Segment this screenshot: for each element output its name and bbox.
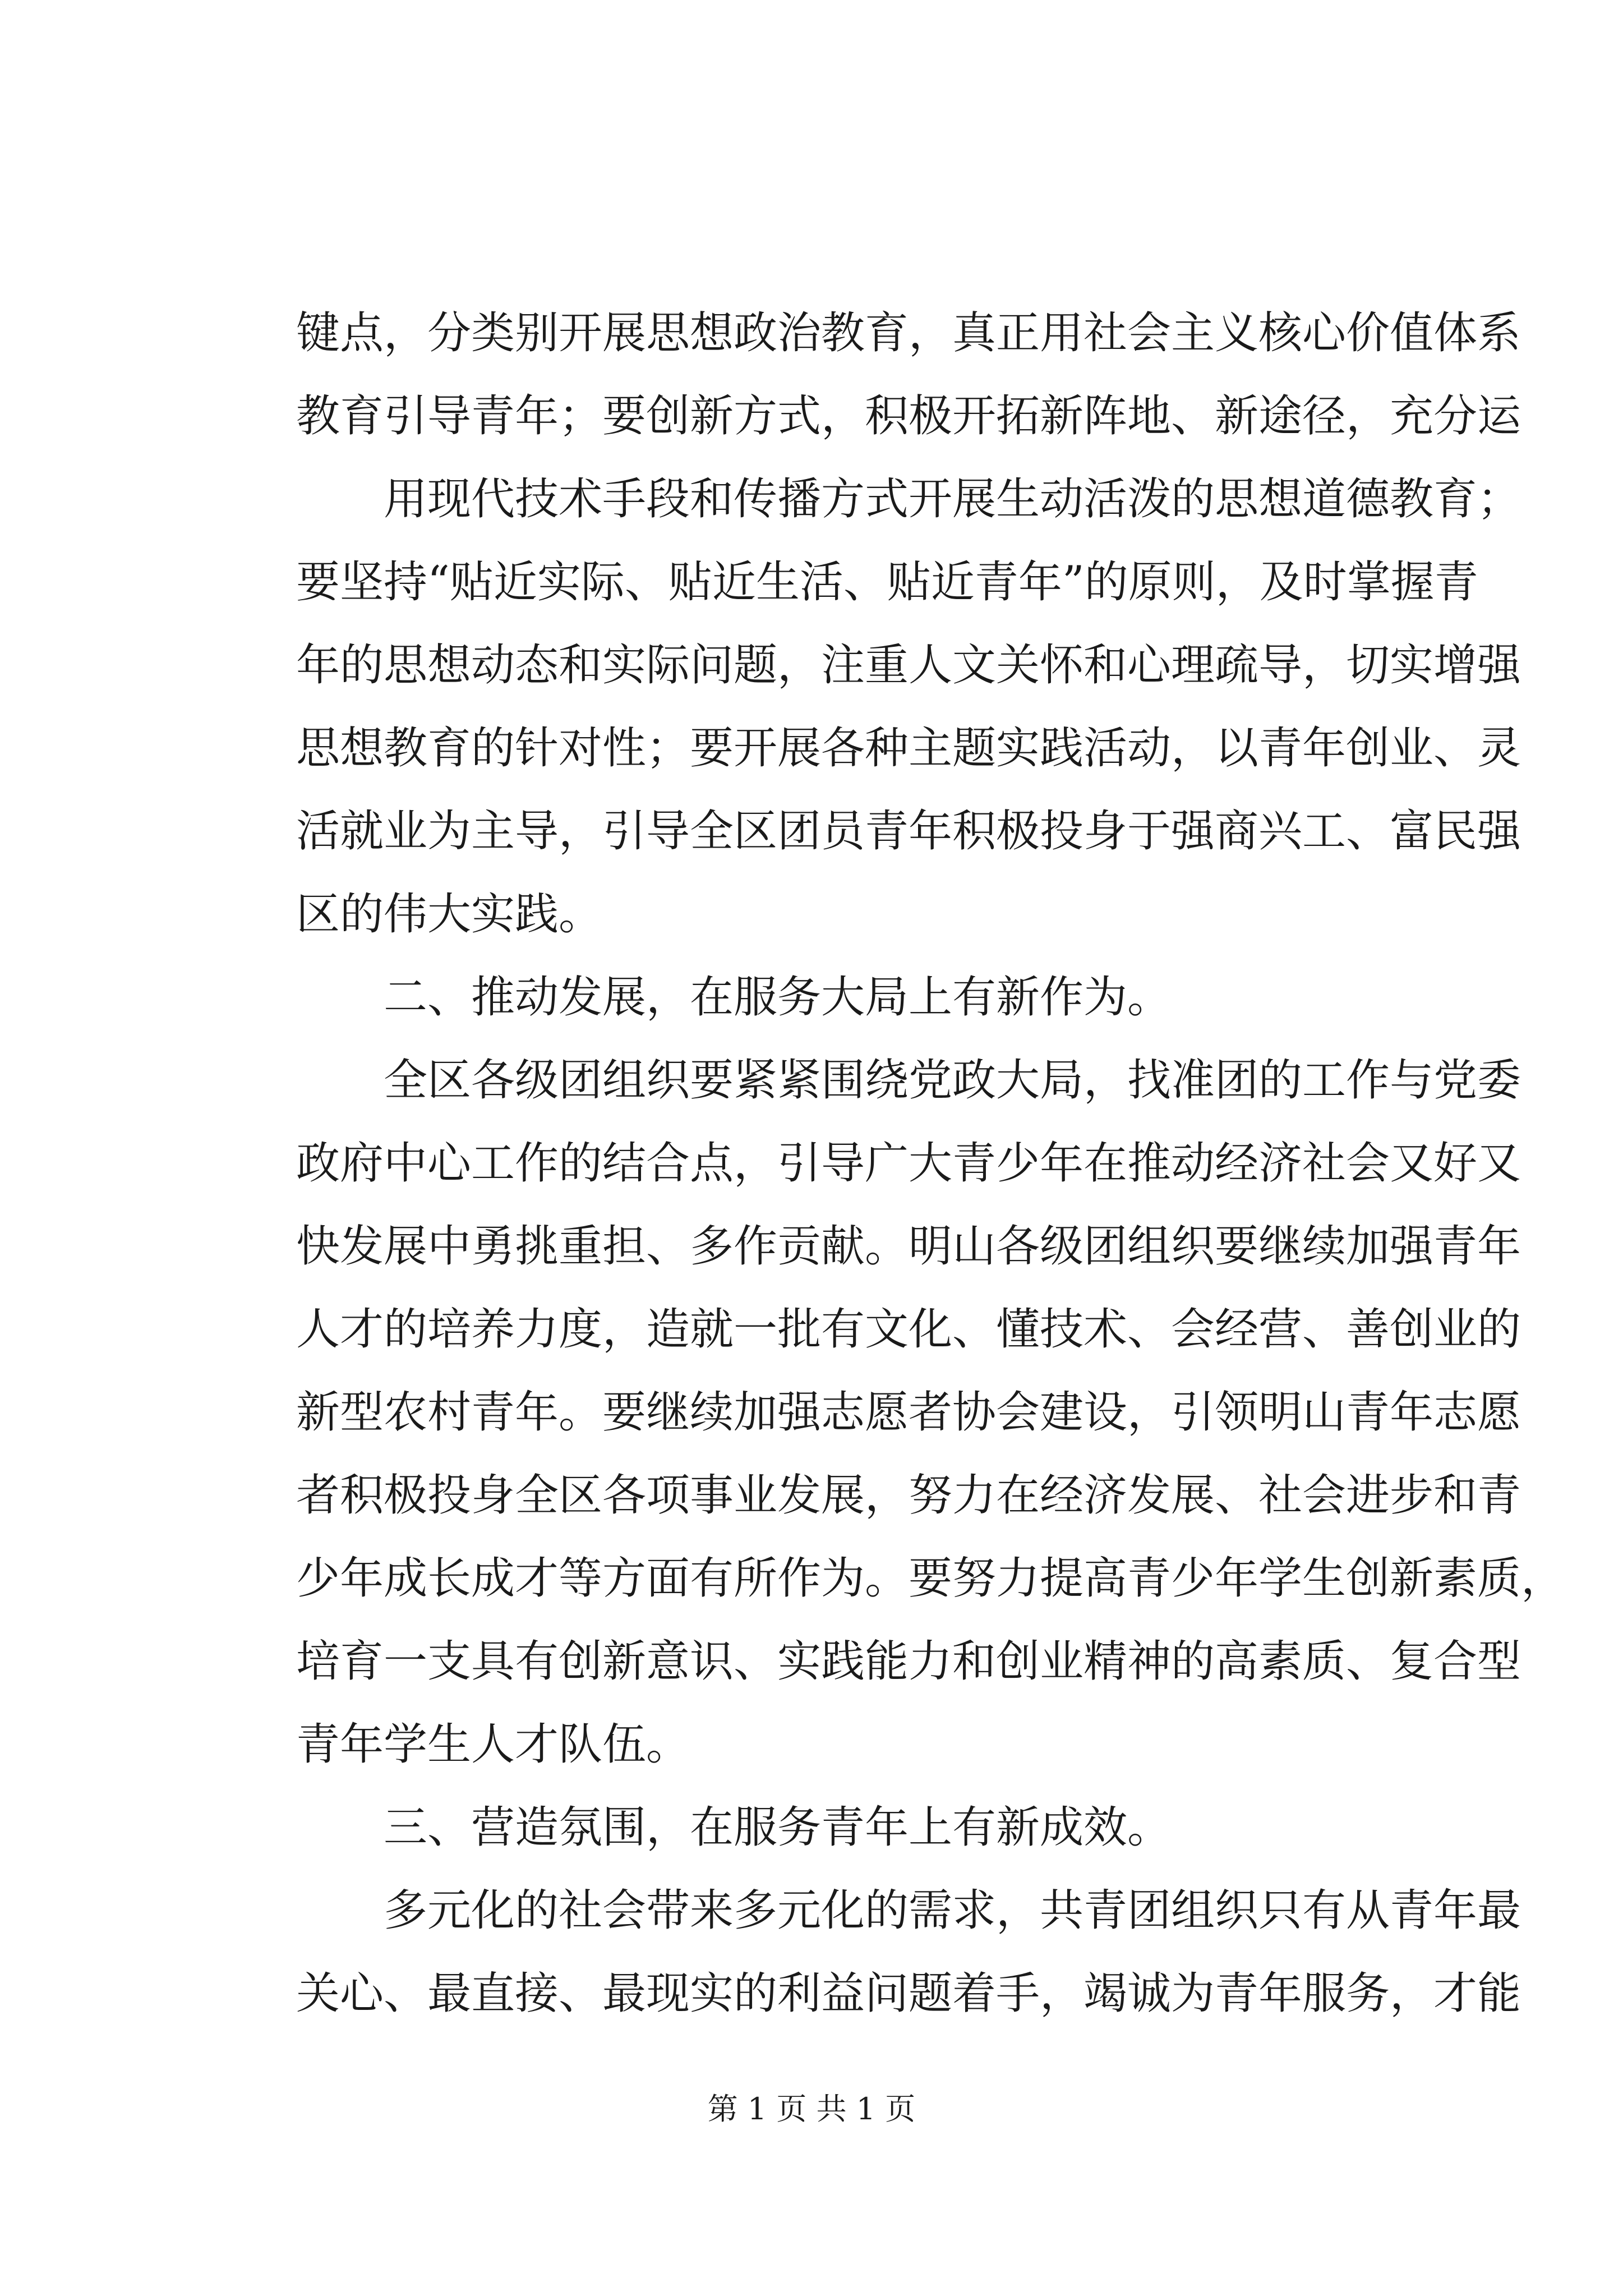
- text-line: 政府中心工作的结合点，引导广大青少年在推动经济社会又好又: [296, 1138, 1521, 1189]
- text-line: 全区各级团组织要紧紧围绕党政大局，找准团的工作与党委: [384, 1055, 1521, 1106]
- text-line: 者积极投身全区各项事业发展，努力在经济发展、社会进步和青: [296, 1470, 1521, 1521]
- text-line: 快发展中勇挑重担、多作贡献。明山各级团组织要继续加强青年: [296, 1221, 1521, 1272]
- text-line: 年的思想动态和实际问题，注重人文关怀和心理疏导，切实增强: [296, 640, 1521, 691]
- section-heading-2: 二、推动发展，在服务大局上有新作为。: [384, 972, 1172, 1023]
- text-line: 区的伟大实践。: [296, 889, 603, 940]
- section-heading-3: 三、营造氛围，在服务青年上有新成效。: [384, 1802, 1172, 1853]
- text-line: 活就业为主导，引导全区团员青年积极投身于强商兴工、富民强: [296, 806, 1521, 857]
- text-line: 人才的培养力度，造就一批有文化、懂技术、会经营、善创业的: [296, 1304, 1521, 1355]
- text-line: 新型农村青年。要继续加强志愿者协会建设，引领明山青年志愿: [296, 1387, 1521, 1438]
- text-line: 教育引导青年；要创新方式，积极开拓新阵地、新途径，充分运: [296, 391, 1521, 441]
- text-line: 思想教育的针对性；要开展各种主题实践活动，以青年创业、灵: [296, 723, 1521, 774]
- text-line: 键点，分类别开展思想政治教育，真正用社会主义核心价值体系: [296, 308, 1521, 358]
- text-line: 培育一支具有创新意识、实践能力和创业精神的高素质、复合型: [296, 1636, 1521, 1687]
- text-line: 用现代技术手段和传播方式开展生动活泼的思想道德教育；: [384, 474, 1521, 524]
- text-line: 要坚持“贴近实际、贴近生活、贴近青年”的原则，及时掌握青: [296, 557, 1478, 608]
- page-footer: 第 1 页 共 1 页: [707, 2091, 916, 2127]
- text-line: 少年成长成才等方面有所作为。要努力提高青少年学生创新素质，: [296, 1553, 1565, 1604]
- text-line: 青年学生人才队伍。: [296, 1719, 690, 1770]
- text-line: 多元化的社会带来多元化的需求，共青团组织只有从青年最: [384, 1885, 1521, 1936]
- document-body: [296, 292, 1565, 2035]
- text-line: 关心、最直接、最现实的利益问题着手，竭诚为青年服务，才能: [296, 1968, 1521, 2019]
